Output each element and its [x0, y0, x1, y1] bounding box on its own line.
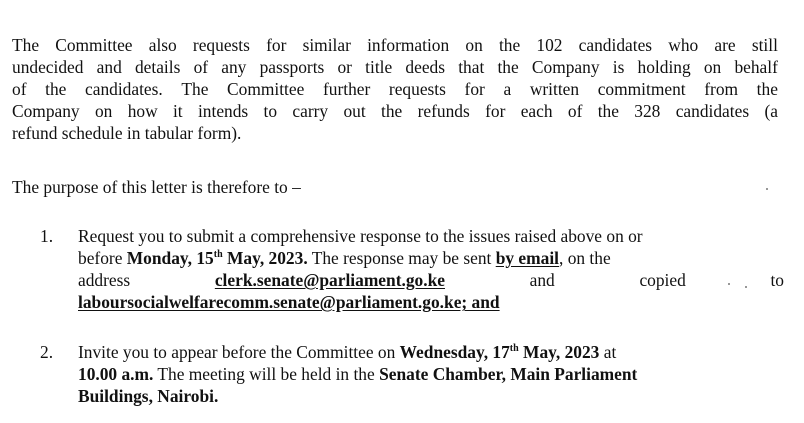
list-item-2-body — [78, 341, 784, 407]
clerk-email-link[interactable]: clerk.senate@parliament.go.ke — [214, 270, 445, 290]
by-email-emphasis: by email — [495, 248, 559, 268]
meeting-time: 10.00 a.m. — [78, 364, 154, 384]
item1-line-1: Request you to submit a comprehensive response to the issues raised above on or — [78, 226, 643, 246]
committee-email-link[interactable]: laboursocialwelfarecomm.senate@parliament.go.ke; and — [78, 292, 500, 312]
scan-speck — [728, 283, 730, 285]
list-number-2: 2. — [40, 342, 54, 362]
meeting-venue: Senate Chamber, Main Parliament — [379, 364, 638, 384]
date-text: May, 2023. — [222, 248, 308, 268]
item2-line-3 — [78, 385, 784, 407]
address-label: address — [78, 270, 131, 290]
item2-line-1 — [78, 341, 784, 363]
copied-word: copied — [639, 270, 686, 290]
scan-speck — [766, 188, 768, 190]
date-text: Wednesday, 17 — [399, 342, 510, 362]
meeting-venue-continued: Buildings, Nairobi. — [78, 386, 219, 406]
ordinal-suffix: th — [213, 249, 223, 260]
intro-paragraph — [12, 34, 778, 144]
date-text: Monday, 15 — [126, 248, 214, 268]
list-number-1: 1. — [40, 226, 54, 246]
item2-line-2 — [78, 363, 784, 385]
intro-line-4: Company on how it intends to carry out the refunds for each of the 328 candidates (a — [12, 101, 778, 121]
text-fragment: , on the — [559, 248, 611, 268]
and-word: and — [529, 270, 555, 290]
ordinal-suffix: th — [509, 343, 519, 354]
text-fragment: The response may be sent — [307, 248, 496, 268]
purpose-statement: The purpose of this letter is therefore to – — [12, 177, 301, 197]
text-fragment: at — [599, 342, 617, 362]
intro-line-2: undecided and details of any passports or title deeds that the Company is holding on behalf — [12, 57, 778, 77]
item1-line-3 — [78, 269, 784, 291]
text-fragment: The meeting will be held in the — [153, 364, 380, 384]
text-fragment: Invite you to appear before the Committee on — [78, 342, 400, 362]
to-word: to — [770, 270, 784, 290]
item1-line-2 — [78, 247, 784, 269]
deadline-date — [127, 248, 308, 268]
item1-line-4 — [78, 291, 784, 313]
intro-line-3: of the candidates. The Committee further requests for a written commitment from the — [12, 79, 778, 99]
date-text: May, 2023 — [518, 342, 600, 362]
scan-speck — [745, 286, 747, 288]
list-item-1-body — [78, 225, 784, 313]
intro-line-5: refund schedule in tabular form). — [12, 123, 242, 143]
meeting-date — [400, 342, 600, 362]
intro-line-1: The Committee also requests for similar information on the 102 candidates who are still — [12, 35, 778, 55]
text-fragment: before — [78, 248, 127, 268]
